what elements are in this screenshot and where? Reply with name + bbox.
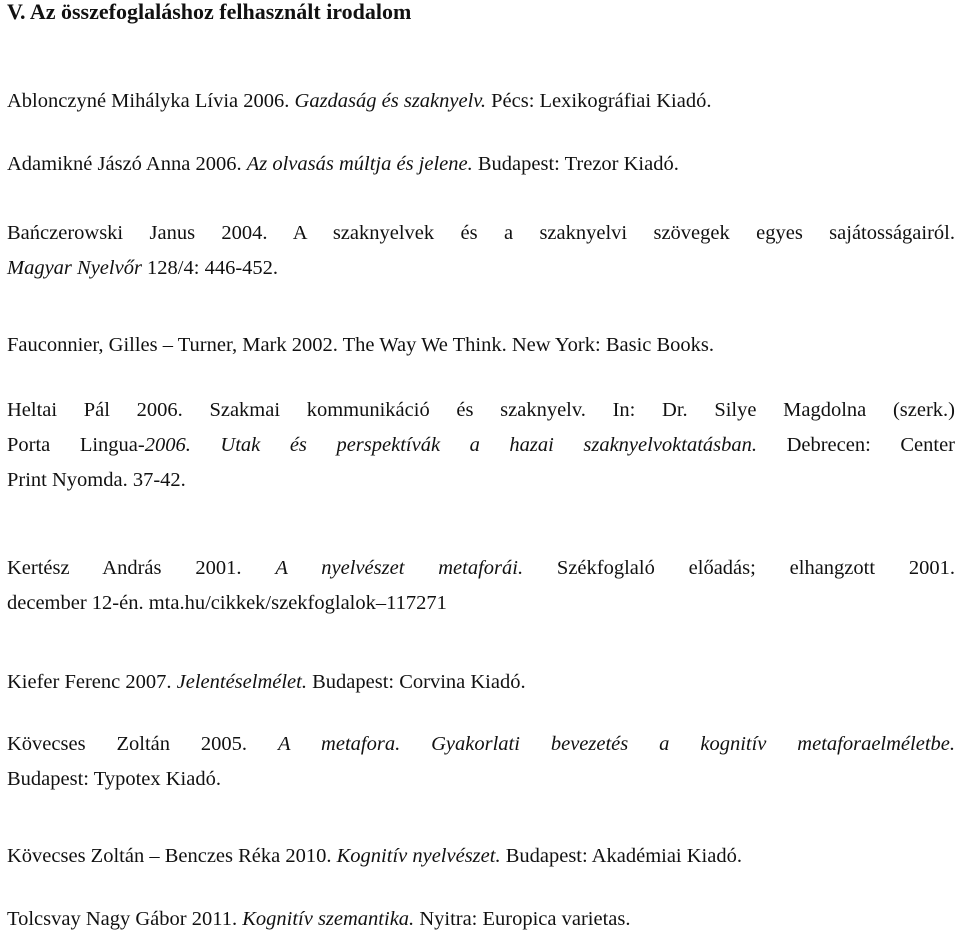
reference-text: Budapest: Corvina Kiadó.: [306, 671, 526, 693]
reference-text: Székfoglaló előadás; elhangzott 2001.: [523, 557, 956, 579]
reference-entry: [7, 665, 955, 700]
reference-text: Porta Lingua-: [7, 434, 145, 456]
reference-text: Budapest: Akadémiai Kiadó.: [500, 845, 742, 867]
reference-line: [7, 216, 955, 251]
reference-text: Budapest: Typotex Kiadó.: [7, 768, 221, 790]
reference-text: Debrecen: Center: [757, 434, 955, 456]
reference-line: [7, 586, 955, 621]
reference-text: Tolcsvay Nagy Gábor 2011.: [7, 908, 243, 930]
reference-text: december 12-én. mta.hu/cikkek/szekfoglalok–117271: [7, 592, 447, 614]
reference-text: The Way We Think.: [342, 334, 507, 356]
reference-line: [7, 328, 955, 363]
reference-text: Kövecses Zoltán – Benczes Réka 2010.: [7, 845, 337, 867]
reference-line: [7, 428, 955, 463]
reference-line: [7, 463, 955, 498]
reference-line: [7, 762, 955, 797]
reference-text: Fauconnier, Gilles – Turner, Mark 2002.: [7, 334, 343, 356]
reference-title: Jelentéselmélet.: [176, 671, 307, 693]
reference-text: Kövecses Zoltán 2005.: [7, 733, 278, 755]
reference-entry: [7, 902, 955, 937]
reference-title: 2006. Utak és perspektívák a hazai szaknyelvoktatásban.: [144, 434, 758, 456]
reference-entry: [7, 727, 955, 797]
reference-line: [7, 839, 955, 874]
reference-line: [7, 251, 955, 286]
reference-entry: [7, 839, 955, 874]
reference-title: Kognitív szemantika.: [242, 908, 415, 930]
reference-text: New York: Basic Books.: [506, 334, 715, 356]
section-heading: V. Az összefoglaláshoz felhasznált irodalom: [7, 0, 412, 24]
reference-text: Bańczerowski Janus 2004. A szaknyelvek és a szaknyelvi szövegek egyes sajátosságairól.: [7, 222, 955, 244]
reference-title: Gazdaság és szaknyelv.: [294, 90, 487, 112]
reference-text: Pécs: Lexikográfiai Kiadó.: [486, 90, 712, 112]
reference-entry: [7, 147, 955, 182]
reference-line: [7, 665, 955, 700]
reference-title: A metafora. Gyakorlati bevezetés a kognitív metaforaelméletbe.: [277, 733, 955, 755]
reference-line: [7, 902, 955, 937]
reference-title: Magyar Nyelvőr: [7, 257, 142, 279]
reference-line: [7, 727, 955, 762]
reference-text: 128/4: 446-452.: [141, 257, 279, 279]
reference-text: Heltai Pál 2006. Szakmai kommunikáció és szaknyelv. In: Dr. Silye Magdolna (szerk.): [7, 399, 955, 421]
reference-line: [7, 393, 955, 428]
reference-entry: [7, 551, 955, 621]
reference-title: A nyelvészet metaforái.: [275, 557, 524, 579]
reference-entry: [7, 393, 955, 498]
reference-text: Kiefer Ferenc 2007.: [7, 671, 177, 693]
reference-title: Kognitív nyelvészet.: [336, 845, 501, 867]
reference-text: Nyitra: Europica varietas.: [414, 908, 631, 930]
reference-line: [7, 551, 955, 586]
reference-text: Adamikné Jászó Anna 2006.: [7, 153, 247, 175]
reference-text: Ablonczyné Mihályka Lívia 2006.: [7, 90, 295, 112]
reference-text: Kertész András 2001.: [7, 557, 276, 579]
reference-entry: [7, 328, 955, 363]
reference-line: [7, 147, 955, 182]
reference-text: Budapest: Trezor Kiadó.: [472, 153, 679, 175]
reference-text: Print Nyomda. 37-42.: [7, 469, 186, 491]
reference-entry: [7, 84, 955, 119]
reference-title: Az olvasás múltja és jelene.: [246, 153, 473, 175]
reference-line: [7, 84, 955, 119]
reference-entry: [7, 216, 955, 286]
